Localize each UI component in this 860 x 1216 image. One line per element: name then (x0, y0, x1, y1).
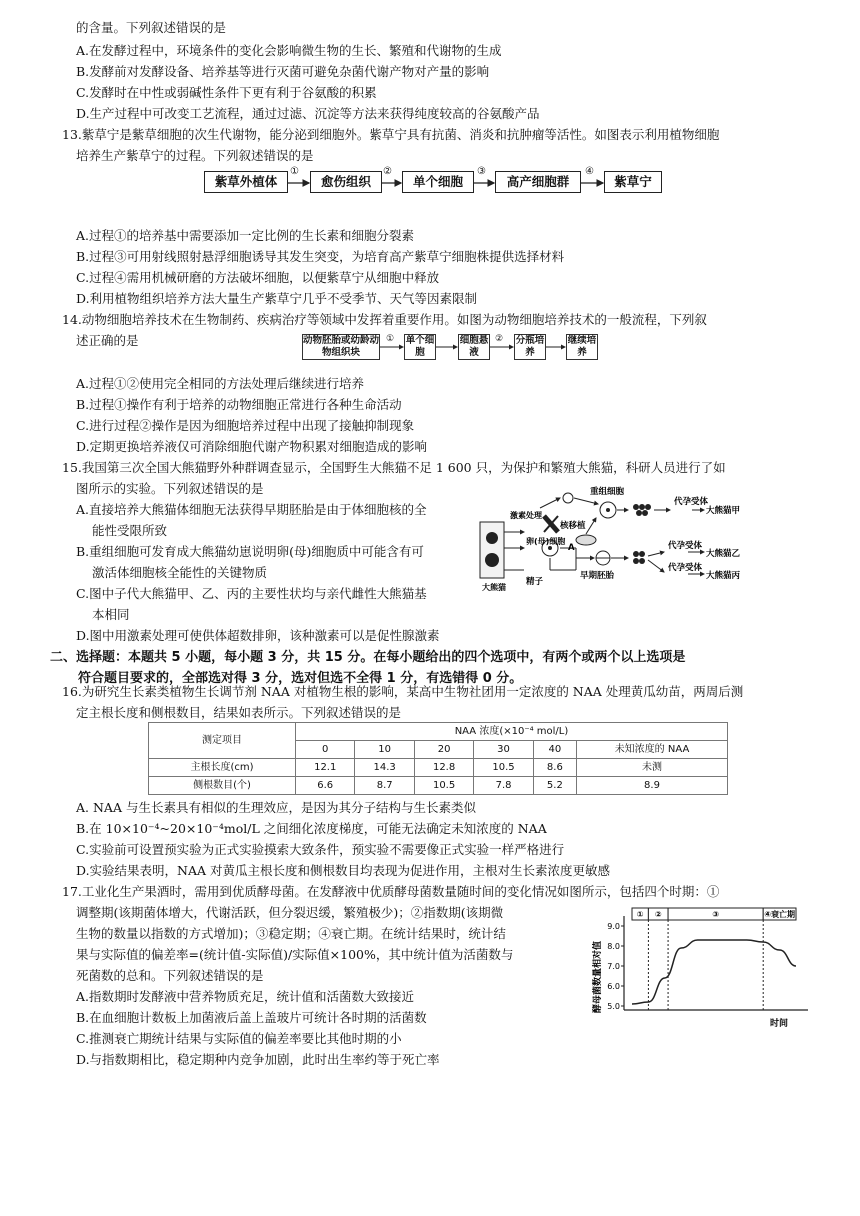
question-16: 16.为研究生长素类植物生长调节剂 NAA 对植物生根的影响，某高中生物社团用一定浓度的 NAA 处理黄瓜幼苗，两周后测 (62, 684, 744, 699)
option-12c: C.发酵时在中性或弱碱性条件下更有利于谷氨酸的积累 (76, 85, 377, 100)
option-14d: D.定期更换培养液仅可消除细胞代谢产物积累对细胞造成的影响 (76, 439, 428, 454)
option-15c: C.图中子代大熊猫甲、乙、丙的主要性状均与亲代雌性大熊猫基 (76, 586, 427, 601)
table-row (149, 777, 728, 795)
chart-phase-label: ② (654, 910, 662, 919)
chart-phase-label: ④衰亡期 (764, 910, 795, 919)
fig13-step-1: ① (290, 166, 299, 177)
table-header-conc: NAA 浓度(×10⁻⁴ mol/L) (296, 723, 728, 741)
question-13: 13.紫草宁是紫草细胞的次生代谢物，能分泌到细胞外。紫草宁具有抗菌、消炎和抗肿瘤等活性。如图表示利用植物细胞 (62, 127, 720, 142)
option-12d: D.生产过程中可改变工艺流程，通过过滤、沉淀等方法来获得纯度较高的谷氨酸产品 (76, 106, 540, 121)
question-15: 15.我国第三次全国大熊猫野外种群调查显示，全国野生大熊猫不足 1 600 只，为保护和繁殖大熊猫，科研人员进行了如 (62, 460, 726, 475)
question-14-cont: 述正确的是 (76, 333, 139, 348)
table-conc: 20 (414, 741, 473, 759)
option-12b: B.发酵前对发酵设备、培养基等进行灭菌可避免杂菌代谢产物对产量的影响 (76, 64, 490, 79)
option-13d: D.利用植物组织培养方法大量生产紫草宁几乎不受季节、天气等因素限制 (76, 291, 478, 306)
question-17-cont: 果与实际值的偏差率=(统计值-实际值)/实际值×100%，其中统计值为活菌数与 (76, 947, 514, 962)
fig13-box-1: 紫草外植体 (204, 171, 288, 193)
chart-ytick-label: 8.0 (607, 942, 620, 951)
option-14b: B.过程①操作有利于培养的动物细胞正常进行各种生命活动 (76, 397, 402, 412)
table-cell: 8.9 (577, 777, 728, 795)
fig14-arrows (0, 320, 860, 370)
question-17-cont: 生物的数量以指数的方式增加)；③稳定期；④衰亡期。在统计结果时，统计结 (76, 926, 506, 941)
option-14a: A.过程①②使用完全相同的方法处理后继续进行培养 (76, 376, 365, 391)
table-cell: 未测 (577, 759, 728, 777)
option-15a: A.直接培养大熊猫体细胞无法获得早期胚胎是由于体细胞核的全 (76, 502, 427, 517)
question-14: 14.动物细胞培养技术在生物制药、疾病治疗等领域中发挥着重要作用。如图为动物细胞培养技术的一般流程，下列叙 (62, 312, 707, 327)
section-2-heading-cont: 符合题目要求的，全部选对得 3 分，选对但选不全得 1 分，有选错得 0 分。 (78, 671, 523, 686)
table-cell: 6.6 (296, 777, 355, 795)
fig14-step-1: ① (386, 334, 395, 344)
fig13-box-2: 愈伤组织 (310, 171, 382, 193)
fig15-label: 代孕受体 (668, 563, 703, 573)
table-cell: 8.7 (355, 777, 414, 795)
option-15b-cont: 激活体细胞核全能性的关键物质 (92, 565, 268, 580)
option-16b: B.在 10×10⁻⁴~20×10⁻⁴mol/L 之间细化浓度梯度，可能无法确定未知浓度的 NAA (76, 821, 547, 836)
fig15-label: 代孕受体 (668, 541, 703, 551)
option-17b: B.在血细胞计数板上加菌液后盖上盖玻片可统计各时期的活菌数 (76, 1010, 427, 1025)
table-conc: 40 (533, 741, 576, 759)
fig14-box-5: 继续培养 (566, 334, 598, 360)
fig14-box-2: 单个细胞 (404, 334, 436, 360)
text-line: 的含量。下列叙述错误的是 (76, 20, 227, 35)
fig15-label: 大熊猫 (482, 583, 506, 592)
chart-ylabel: 酵母菌数量相对值 (593, 940, 603, 1013)
option-15c-cont: 本相同 (92, 607, 130, 622)
question-17-cont: 调整期(该期菌体增大，代谢活跃，但分裂迟缓，繁殖极少)；②指数期(该期微 (76, 905, 504, 920)
fig13-step-4: ④ (585, 166, 594, 177)
chart-series-line (632, 940, 796, 1004)
table-cell: 8.6 (533, 759, 576, 777)
chart-phase-label: ① (636, 910, 644, 919)
table-header-item: 测定项目 (149, 723, 296, 759)
section-2-heading: 二、选择题：本题共 5 小题，每小题 3 分，共 15 分。在每小题给出的四个选项中，有两个或两个以上选项是 (50, 650, 686, 665)
table-row (149, 759, 728, 777)
question-15-cont: 图所示的实验。下列叙述错误的是 (76, 481, 264, 496)
table-row-name: 主根长度(cm) (149, 759, 296, 777)
table-cell: 14.3 (355, 759, 414, 777)
fig15-label: 大熊猫乙 (706, 549, 741, 559)
naa-table (148, 722, 728, 795)
table-conc: 0 (296, 741, 355, 759)
option-13c: C.过程④需用机械研磨的方法破坏细胞，以便紫草宁从细胞中释放 (76, 270, 440, 285)
table-cell: 5.2 (533, 777, 576, 795)
option-13b: B.过程③可用射线照射悬浮细胞诱导其发生突变，为培育高产紫草宁细胞株提供选择材料 (76, 249, 565, 264)
option-13a: A.过程①的培养基中需要添加一定比例的生长素和细胞分裂素 (76, 228, 415, 243)
fig15-label: A (568, 543, 575, 553)
fig13-box-4: 高产细胞群 (495, 171, 581, 193)
chart-ytick-label: 6.0 (607, 982, 620, 991)
question-17-cont: 死菌数的总和。下列叙述错误的是 (76, 968, 264, 983)
table-cell: 10.5 (414, 777, 473, 795)
option-17a: A.指数期时发酵液中营养物质充足，统计值和活菌数大致接近 (76, 989, 415, 1004)
table-row-name: 侧根数目(个) (149, 777, 296, 795)
fig13-arrows (0, 0, 860, 200)
fig15-label: 早期胚胎 (580, 571, 615, 581)
table-cell: 12.1 (296, 759, 355, 777)
option-15a-cont: 能性受限所致 (92, 523, 168, 538)
fig15-label: 大熊猫甲 (706, 506, 741, 516)
question-17: 17.工业化生产果酒时，需用到优质酵母菌。在发酵液中优质酵母菌数量随时间的变化情况如图所示，包括四个时期：① (62, 884, 720, 899)
option-16a: A. NAA 与生长素具有相似的生理效应，是因为其分子结构与生长素类似 (76, 800, 476, 815)
chart-phase-label: ③ (712, 910, 720, 919)
table-conc: 未知浓度的 NAA (577, 741, 728, 759)
fig15-label: 大熊猫丙 (706, 571, 741, 581)
option-17c: C.推测衰亡期统计结果与实际值的偏差率要比其他时期的小 (76, 1031, 402, 1046)
table-cell: 12.8 (414, 759, 473, 777)
table-conc: 30 (474, 741, 533, 759)
fig14-box-4: 分瓶培养 (514, 334, 546, 360)
option-16c: C.实验前可设置预实验为正式实验摸索大致条件，预实验不需要像正式实验一样严格进行 (76, 842, 565, 857)
question-16-cont: 定主根长度和侧根数目，结果如表所示。下列叙述错误的是 (76, 705, 402, 720)
question-13-cont: 培养生产紫草宁的过程。下列叙述错误的是 (76, 148, 314, 163)
fig14-box-3: 细胞悬液 (458, 334, 490, 360)
option-15d: D.图中用激素处理可使供体超数排卵，该种激素可以是促性腺激素 (76, 628, 440, 643)
fig13-box-5: 紫草宁 (604, 171, 662, 193)
fig14-box-1: 动物胚胎或幼龄动物组织块 (302, 334, 380, 360)
option-12a: A.在发酵过程中，环境条件的变化会影响微生物的生长、繁殖和代谢物的生成 (76, 43, 502, 58)
fig15-label: 精子 (526, 577, 544, 587)
chart-ytick-label: 5.0 (607, 1002, 620, 1011)
chart-ytick-label: 7.0 (607, 962, 620, 971)
fig15-label: 代孕受体 (674, 497, 709, 507)
table-conc: 10 (355, 741, 414, 759)
chart-xlabel: 时间 (770, 1019, 789, 1029)
option-15b: B.重组细胞可发育成大熊猫幼崽说明卵(母)细胞质中可能含有可 (76, 544, 424, 559)
option-16d: D.实验结果表明，NAA 对黄瓜主根长度和侧根数目均表现为促进作用，主根对生长素浓度更敏感 (76, 863, 611, 878)
option-17d: D.与指数期相比，稳定期种内竞争加剧，此时出生率约等于死亡率 (76, 1052, 440, 1067)
table-cell: 10.5 (474, 759, 533, 777)
table-cell: 7.8 (474, 777, 533, 795)
fig15-label: 激素处理 (510, 511, 542, 520)
fig15-label: 核移植 (560, 521, 586, 531)
option-14c: C.进行过程②操作是因为细胞培养过程中出现了接触抑制现象 (76, 418, 415, 433)
fig14-step-2: ② (495, 334, 504, 344)
yeast-growth-chart (594, 898, 820, 1028)
fig13-step-2: ② (383, 166, 392, 177)
fig15-label: 重组细胞 (590, 487, 625, 497)
fig15-diagram (478, 487, 748, 604)
fig13-box-3: 单个细胞 (402, 171, 474, 193)
fig13-step-3: ③ (477, 166, 486, 177)
chart-ytick-label: 9.0 (607, 922, 620, 931)
fig15-label: 卵(母)细胞 (526, 537, 566, 546)
